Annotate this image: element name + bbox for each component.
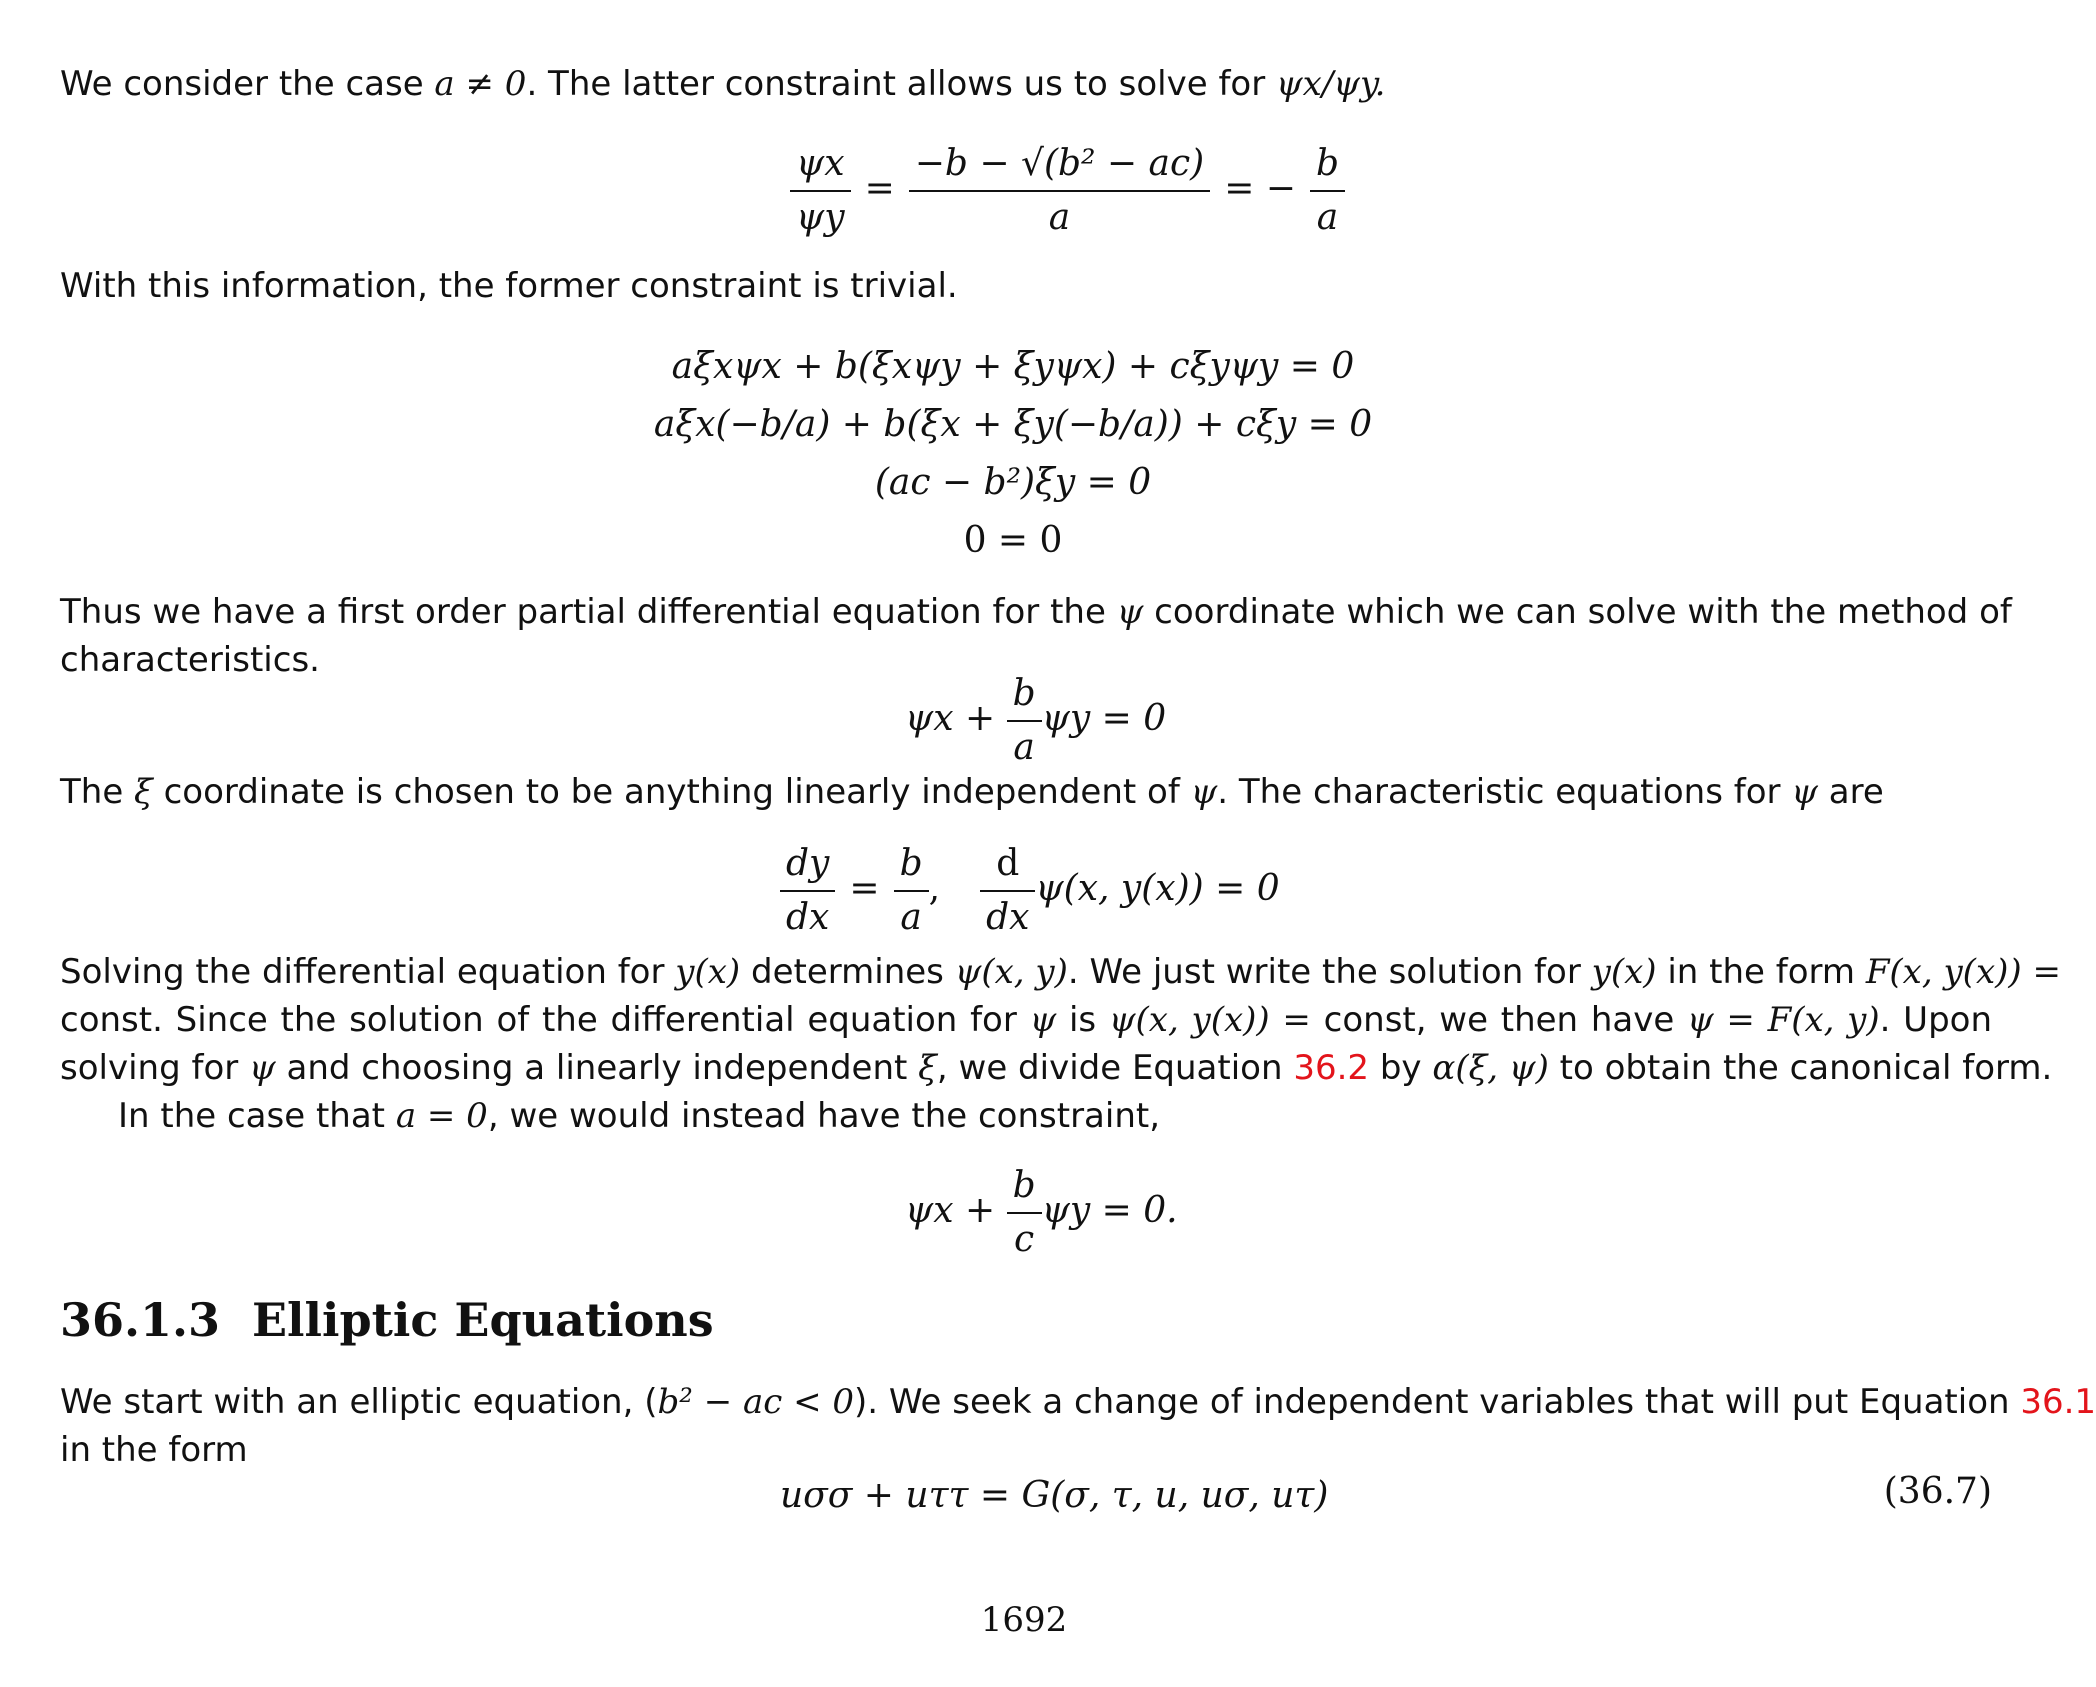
paragraph-former-constraint: With this information, the former constraint is trivial. bbox=[60, 266, 958, 306]
section-heading bbox=[60, 1290, 714, 1350]
equation-line-3: (ac − b²)ξy = 0 bbox=[874, 462, 1152, 503]
paragraph-solving-line-2: const. Since the solution of the differential equation for ψ is ψ(x, y(x)) = const, we then have ψ = F(x, y). Upon bbox=[60, 1000, 1992, 1040]
equation-line-2: aξx(−b/a) + b(ξx + ξy(−b/a)) + cξy = 0 bbox=[653, 404, 1373, 445]
equation-psi-ratio: $\frac{\psi x}{\psi y}$ = $\frac{\text{−b − √(b² − ac)}}{a}$ = − $\frac{b}{a}$ bbox=[790, 138, 1345, 244]
paragraph-xi-coordinate: The ξ coordinate is chosen to be anything linearly independent of ψ. The characteristic equations for ψ are bbox=[60, 772, 1884, 812]
fraction-quadratic-root: $\frac{\text{−b − √(b² − ac)}}{a}$ bbox=[909, 138, 1210, 244]
equation-link-36-1[interactable]: 36.1 bbox=[2020, 1382, 2096, 1422]
paragraph-elliptic-line-1: We start with an elliptic equation, (b² − ac < 0). We seek a change of independent variables that will put Equation 36.1 bbox=[60, 1382, 2096, 1422]
paragraph-first-order-pde-cont: characteristics. bbox=[60, 640, 320, 680]
section-title: Elliptic Equations bbox=[252, 1293, 714, 1347]
paragraph-solving-line-1: Solving the differential equation for y(x) determines ψ(x, y). We just write the solution for y(x) in the form F(x, y(x)) = bbox=[60, 952, 2061, 992]
equation-line-4: 0 = 0 bbox=[963, 520, 1063, 561]
paragraph-first-order-pde: Thus we have a first order partial differential equation for the ψ coordinate which we can solve with the method of bbox=[60, 592, 2012, 632]
paragraph-case-a-zero: In the case that a = 0, we would instead have the constraint, bbox=[118, 1096, 1161, 1136]
page-number: 1692 bbox=[980, 1600, 1068, 1640]
equation-number: (36.7) bbox=[1883, 1471, 1992, 1512]
equation-block-trivial bbox=[560, 338, 1466, 570]
paragraph-case-a-nonzero: We consider the case a ≠ 0. The latter constraint allows us to solve for ψx/ψy. bbox=[60, 64, 1386, 104]
equation-canonical-elliptic: uσσ + uττ = G(σ, τ, u, uσ, uτ) bbox=[780, 1475, 1329, 1516]
paragraph-elliptic-line-2: in the form bbox=[60, 1430, 248, 1470]
equation-characteristic-system: $\frac{dy}{dx}$ = $\frac{b}{a}$ , $\frac{d}{dx}$ ψ(x, y(x)) = 0 bbox=[780, 838, 1280, 944]
equation-line-1: aξxψx + b(ξxψy + ξyψx) + cξyψy = 0 bbox=[671, 346, 1355, 387]
fraction-psi-ratio: $\frac{\psi x}{\psi y}$ bbox=[790, 138, 851, 244]
paragraph-solving-line-3: solving for ψ and choosing a linearly independent ξ, we divide Equation 36.2 by α(ξ, ψ) to obtain the canonical form. bbox=[60, 1048, 2053, 1088]
equation-case-a-zero: ψx + $\frac{b}{c}$ ψy = 0. bbox=[905, 1160, 1178, 1266]
equation-link-36-2[interactable]: 36.2 bbox=[1293, 1048, 1370, 1088]
equation-characteristic-pde: ψx + $\frac{b}{a}$ ψy = 0 bbox=[905, 668, 1166, 774]
fraction-b-over-a: $\frac{b}{a}$ bbox=[1310, 138, 1345, 244]
section-number: 36.1.3 bbox=[60, 1293, 221, 1347]
